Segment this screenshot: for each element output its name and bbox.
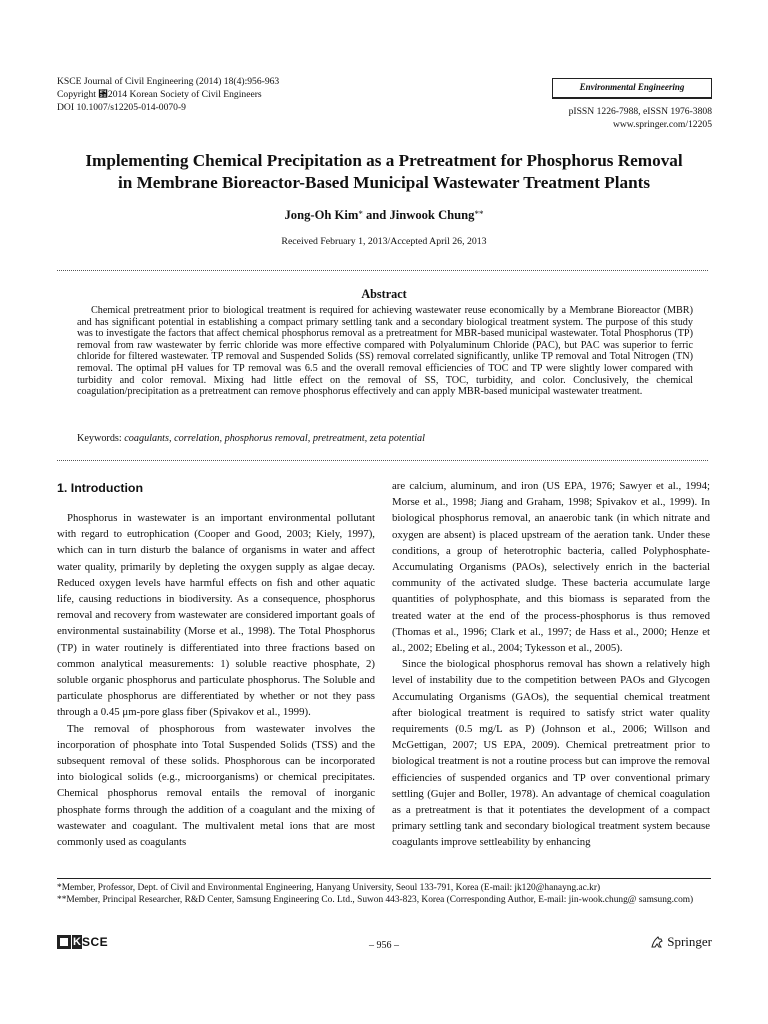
abstract-text: Chemical pretreatment prior to biological treatment is required for achieving wastewater reuse economically by a Membrane Bioreactor (MBR) and has significant potential in establishing a compact primary settling tank and a secondary biological treatment system. The purpose of this study was to investigate the factors that affect chemical phosphorus removal as a pretreatment for MBR-based municipal wastewater. Total Phosphorus (TP) removal from raw wastewater by ferric chloride was more effective compared with Polyaluminum Chloride (PAC), but PAC was superior to ferric chloride for filtered wastewater. TP removal and Suspended Solids (SS) removal correlated significantly, unlike TP removal and Total Nitrogen (TN) removal. The optimal pH values for TP removal was 6.5 and the overall removal efficiencies of TOC and TP were slightly lower compared with turbidity and color removal. Mixing had little effect on the removal of SS, TOC, turbidity, and color. Conclusively, the chemical coagulation/precipitation as a pretreatment can remove phosphorus effectively and can apply MBR-based municipal wastewater treatment. <box>77 305 693 398</box>
journal-header <box>57 75 279 114</box>
author-mark: ** <box>474 209 484 219</box>
page-number: – 956 – <box>369 940 399 951</box>
section-heading: 1. Introduction <box>57 481 144 495</box>
paragraph: The removal of phosphorous from wastewater involves the incorporation of phosphate into Total Suspended Solids (TSS) and the subsequent removal of these solids. Phosphorous can be incorporated into biological solids (e.g., microorganisms) or chemical precipitates. Chemical phosphorus removal entails the removal of inorganic phosphate forms through the addition of a coagulant and the mixing of wastewater and coagulant. The multivalent metal ions that are most commonly used as coagulants <box>57 722 375 849</box>
column-left <box>57 510 375 850</box>
author-name: Jong-Oh Kim <box>284 208 359 222</box>
journal-citation: KSCE Journal of Civil Engineering (2014) 18(4):956-963 <box>57 76 280 87</box>
author-conjunction: and <box>362 208 390 222</box>
copyright-line: Copyright ␸2014 Korean Society of Civil Engineers <box>57 89 262 100</box>
paragraph: Since the biological phosphorus removal has shown a relatively high level of instability due to the competition between PAOs and Glycogen Accumulating Organisms (GAOs), the sequential chemical treatment after biological treatment is required to satisfy strict water quality requirements (0.5 mg/L as P) (Johnson et al., 2006; Willson and McGettigan, 2007; US EPA, 2009). Chemical pretreatment prior to biological treatment is not a routine process but can improve the removal efficiencies of suspended organics and TP over conventional primary settling (Gujer and Boller, 1978). An advantage of chemical coagulation as a pretreatment is that it potentiates the development of a compact primary settling tank and secondary biological treatment system because coagulants improve settleability by enhancing <box>392 658 710 849</box>
journal-header-right <box>552 78 712 131</box>
publisher-name: Springer <box>667 934 712 949</box>
logo-letter: K <box>73 936 81 948</box>
author-name: Jinwook Chung <box>389 208 475 222</box>
footnotes <box>57 882 711 906</box>
journal-url[interactable]: www.springer.com/12205 <box>612 119 712 130</box>
logo-text: SCE <box>81 935 109 949</box>
paper-title <box>40 150 728 194</box>
author-mark: * <box>358 209 363 219</box>
footnote: *Member, Professor, Dept. of Civil and Environmental Engineering, Hanyang University, Seoul 133-791, Korea (E-mail: jk120@hanayng.ac.kr) <box>57 883 601 893</box>
footnote-rule <box>57 878 711 879</box>
divider <box>57 270 708 271</box>
author-list <box>0 208 768 223</box>
title-line-1: Implementing Chemical Precipitation as a Pretreatment for Phosphorus Removal <box>85 151 683 170</box>
section-label: Environmental Engineering <box>552 78 712 99</box>
paragraph: Phosphorus in wastewater is an important environmental pollutant with regard to eutrophication (Cooper and Good, 2003; Kiely, 1997), which can in turn disturb the balance of organisms in water and affect water quality, primarily by depleting the oxygen supply as algae decay. Reduced oxygen levels have harmful effects on fish and other aquatic life, causing reductions in biodiversity. As a consequence, phosphorus removal and recovery from wastewater are considered important goals of environmental sustainability (Morse et al., 1998). The Total Phosphorus (TP) in water routinely is differentiated into three fractions based on common analytical measurements: 1) soluble reactive phosphate, 2) soluble organic phosphorus and particulate phosphorus. The Soluble and particulate phosphorus are differentiated by whether or not they pass through a 0.45 μm-pore glass fiber (Spivakov et al., 1999). <box>57 512 375 719</box>
paragraph: are calcium, aluminum, and iron (US EPA, 1976; Sawyer et al., 1994; Morse et al., 1998; Jiang and Graham, 1998; Spivakov et al., 1999). In biological phosphorus removal, an anaerobic tank (in which nitrate and oxygen are absent) is placed upstream of the aeration tank. Under these conditions, a group of heterotrophic bacteria, called Polyphosphate-Accumulating Organisms (PAOs), selectively enrich in the bacterial community of the activated sludge. These bacteria accumulate large quantities of polyphosphate, and this biomass is separated from the treated water at the end of the process-phosphorus is thus removed (Thomas et al., 1996; Clark et al., 1997; de Hass et al., 2000; Henze et al., 2002; Ebeling et al., 2004; Tykesson et al., 2005). <box>392 480 710 655</box>
doi-line: DOI 10.1007/s12205-014-0070-9 <box>57 102 186 113</box>
keywords <box>77 433 693 444</box>
issn-line: pISSN 1226-7988, eISSN 1976-3808 <box>568 106 712 117</box>
footnote: **Member, Principal Researcher, R&D Center, Samsung Engineering Co. Ltd., Suwon 443-823, Korea (Corresponding Author, E-mail: jin-wook.chung@ samsung.com) <box>57 895 694 906</box>
abstract-heading: Abstract <box>361 287 407 301</box>
title-line-2: in Membrane Bioreactor-Based Municipal Wastewater Treatment Plants <box>117 173 651 192</box>
springer-logo <box>650 934 712 950</box>
received-dates: Received February 1, 2013/Accepted April 26, 2013 <box>281 236 487 247</box>
keywords-list: coagulants, correlation, phosphorus removal, pretreatment, zeta potential <box>124 433 425 444</box>
keywords-label: Keywords: <box>77 433 125 444</box>
column-right <box>392 478 710 851</box>
springer-horse-icon <box>650 935 664 949</box>
divider <box>57 460 708 461</box>
